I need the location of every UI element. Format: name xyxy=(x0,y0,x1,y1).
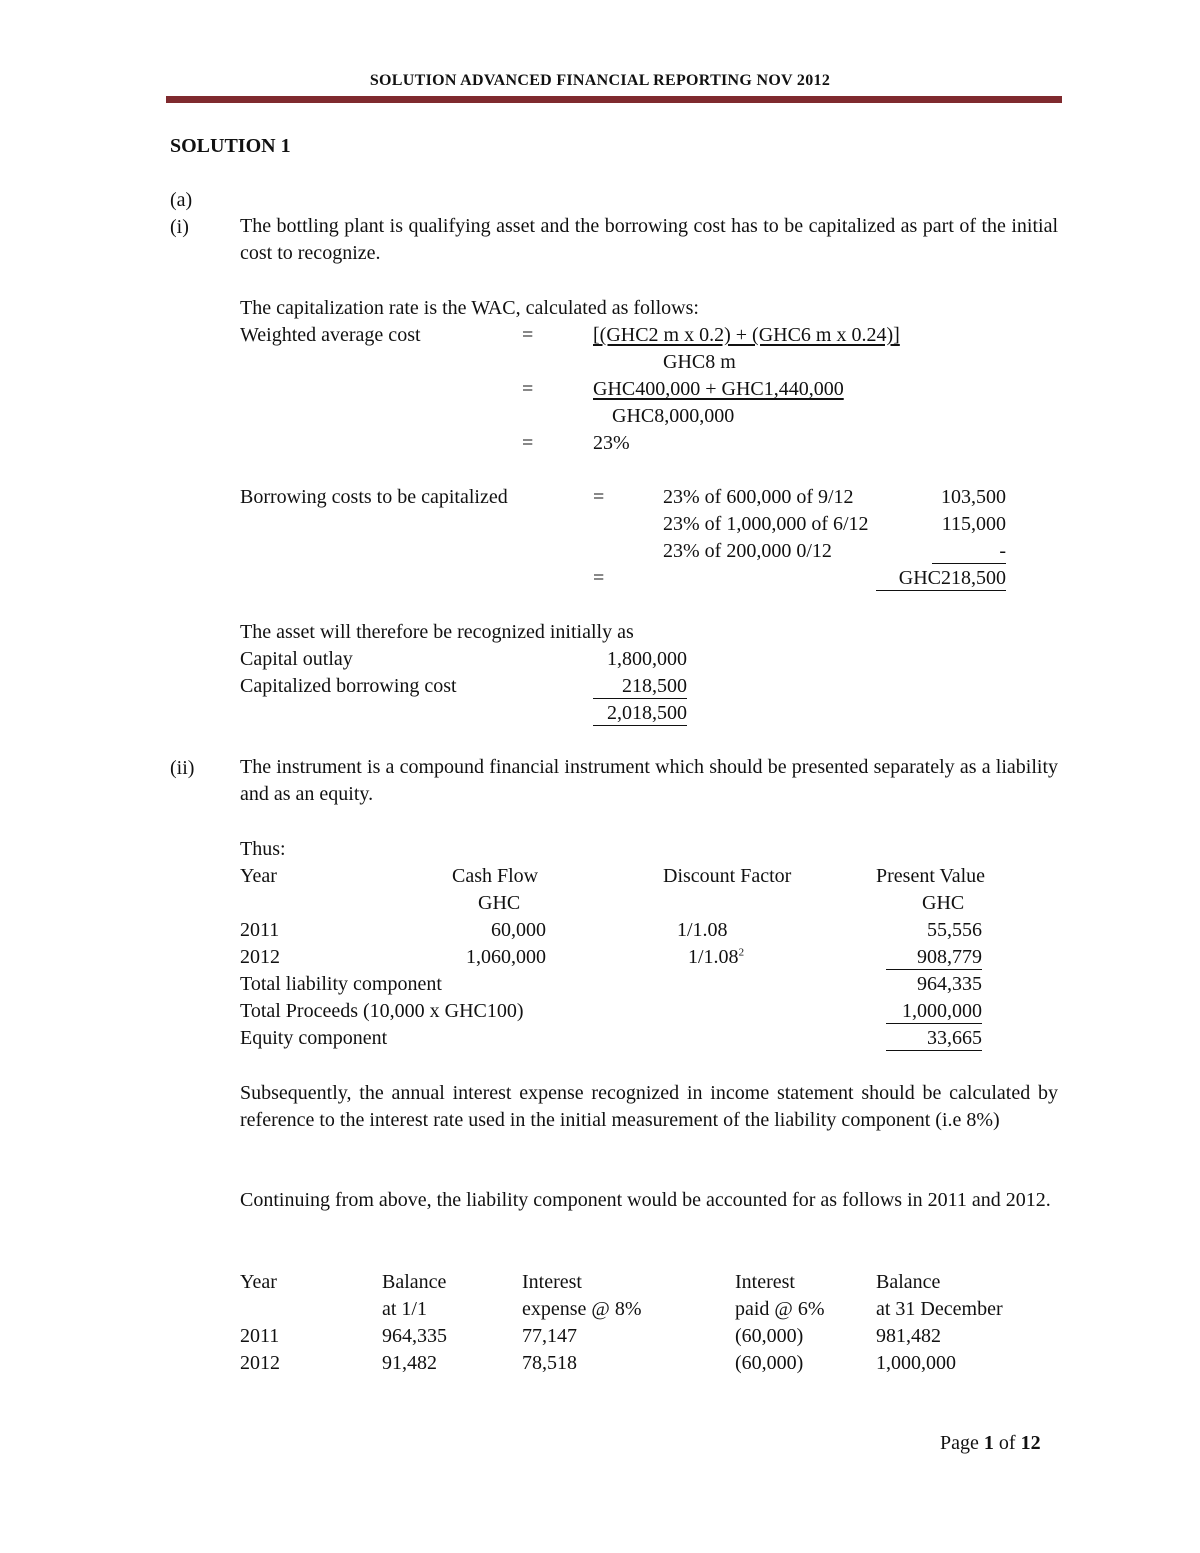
cap-rate-line: The capitalization rate is the WAC, calculated as follows: xyxy=(240,297,699,319)
part-a-label: (a) xyxy=(170,189,193,211)
sched-cell: (60,000) xyxy=(735,1352,804,1374)
borrow-row-desc: 23% of 600,000 of 9/12 xyxy=(663,486,854,508)
borrow-total-rule xyxy=(876,590,1006,591)
page-number xyxy=(940,1433,1041,1453)
borrow-row-amount: 103,500 xyxy=(941,486,1006,508)
pv-row-cash: 60,000 xyxy=(491,919,546,941)
pv-unit-pv: GHC xyxy=(922,892,965,914)
borrow-total: GHC218,500 xyxy=(898,567,1006,589)
pv-row-factor-exponent: 2 xyxy=(738,946,745,959)
asset-total-rule xyxy=(593,725,687,726)
borrow-subtotal-rule xyxy=(932,563,1006,564)
wac-result: 23% xyxy=(593,432,630,454)
wac-label: Weighted average cost xyxy=(240,324,421,346)
pv-subtotal-rule xyxy=(886,969,982,970)
thus-label: Thus: xyxy=(240,838,286,860)
pv-row-factor xyxy=(688,947,744,967)
equals-sign: = xyxy=(522,378,534,400)
proceeds-rule xyxy=(886,1023,982,1024)
subsequent-paragraph: Subsequently, the annual interest expense recognized in income statement should be calculated by reference to the interest rate used in the initial measurement of the liability component (i.e 8%) xyxy=(240,1082,1058,1131)
sched-header: Interest xyxy=(522,1271,582,1293)
borrow-row-desc: 23% of 200,000 0/12 xyxy=(663,540,832,562)
header-rule xyxy=(166,96,1062,103)
page-word: Page xyxy=(940,1432,979,1454)
sched-cell: 77,147 xyxy=(522,1325,577,1347)
borrow-row-amount: - xyxy=(999,540,1006,562)
of-word: of xyxy=(998,1432,1016,1454)
sched-cell: (60,000) xyxy=(735,1325,804,1347)
page-total: 12 xyxy=(1020,1432,1041,1454)
part-i-label: (i) xyxy=(170,216,189,238)
borrow-label: Borrowing costs to be capitalized xyxy=(240,486,508,508)
sched-subheader: expense @ 8% xyxy=(522,1298,642,1320)
sched-header: Interest xyxy=(735,1271,795,1293)
pv-row-pv: 908,779 xyxy=(917,946,982,968)
sched-cell: 78,518 xyxy=(522,1352,577,1374)
sched-header: Balance xyxy=(382,1271,447,1293)
equals-sign: = xyxy=(522,432,534,454)
recognized-line: The asset will therefore be recognized initially as xyxy=(240,621,634,643)
total-liability-value: 964,335 xyxy=(917,973,982,995)
asset-subtotal-rule xyxy=(593,698,687,699)
sched-cell: 981,482 xyxy=(876,1325,941,1347)
pv-row-year: 2012 xyxy=(240,946,280,968)
wac-denominator-1: GHC8 m xyxy=(663,351,736,373)
sched-header: Year xyxy=(240,1271,277,1293)
equals-sign: = xyxy=(593,486,605,508)
equals-sign: = xyxy=(522,324,534,346)
borrow-row-amount: 115,000 xyxy=(941,513,1006,535)
wac-numerator-2: GHC400,000 + GHC1,440,000 xyxy=(593,378,844,400)
pv-unit-cash: GHC xyxy=(478,892,521,914)
part-i-intro: The bottling plant is qualifying asset and the borrowing cost has to be capitalized as part of the initial cost to recognize. xyxy=(240,215,1058,264)
pv-header-cash: Cash Flow xyxy=(452,865,539,887)
borrow-row-desc: 23% of 1,000,000 of 6/12 xyxy=(663,513,869,535)
equity-value: 33,665 xyxy=(927,1027,982,1049)
pv-row-pv: 55,556 xyxy=(927,919,982,941)
solution-title: SOLUTION 1 xyxy=(170,135,291,157)
total-proceeds-value: 1,000,000 xyxy=(902,1000,982,1022)
pv-header-pv: Present Value xyxy=(876,865,986,887)
sched-subheader: at 1/1 xyxy=(382,1298,427,1320)
sched-subheader: at 31 December xyxy=(876,1298,1003,1320)
page-current: 1 xyxy=(983,1432,994,1454)
document-header: SOLUTION ADVANCED FINANCIAL REPORTING NOV 2012 xyxy=(369,72,831,89)
sched-cell: 2011 xyxy=(240,1325,280,1347)
pv-row-cash: 1,060,000 xyxy=(466,946,546,968)
sched-subheader: paid @ 6% xyxy=(735,1298,825,1320)
equity-label: Equity component xyxy=(240,1027,388,1049)
part-ii-intro: The instrument is a compound financial instrument which should be presented separately as a liability and as an equity. xyxy=(240,756,1058,805)
pv-header-factor: Discount Factor xyxy=(663,865,792,887)
outlay-value: 1,800,000 xyxy=(607,648,687,670)
sched-cell: 91,482 xyxy=(382,1352,437,1374)
asset-total: 2,018,500 xyxy=(607,702,687,724)
capitalized-label: Capitalized borrowing cost xyxy=(240,675,457,697)
wac-denominator-2: GHC8,000,000 xyxy=(612,405,735,427)
continuing-paragraph: Continuing from above, the liability component would be accounted for as follows in 2011 and 2012. xyxy=(240,1189,1051,1211)
pv-row-factor: 1/1.08 xyxy=(677,919,728,941)
total-liability-label: Total liability component xyxy=(240,973,442,995)
sched-cell: 964,335 xyxy=(382,1325,447,1347)
pv-header-year: Year xyxy=(240,865,277,887)
capitalized-value: 218,500 xyxy=(622,675,687,697)
pv-row-year: 2011 xyxy=(240,919,280,941)
sched-header: Balance xyxy=(876,1271,941,1293)
sched-cell: 2012 xyxy=(240,1352,280,1374)
sched-cell: 1,000,000 xyxy=(876,1352,956,1374)
equity-rule xyxy=(886,1050,982,1051)
part-ii-label: (ii) xyxy=(170,757,195,779)
outlay-label: Capital outlay xyxy=(240,648,353,670)
wac-numerator-1: [(GHC2 m x 0.2) + (GHC6 m x 0.24)] xyxy=(593,324,900,346)
equals-sign: = xyxy=(593,567,605,589)
total-proceeds-label: Total Proceeds (10,000 x GHC100) xyxy=(240,1000,524,1022)
pv-row-factor-base: 1/1.08 xyxy=(688,946,739,968)
